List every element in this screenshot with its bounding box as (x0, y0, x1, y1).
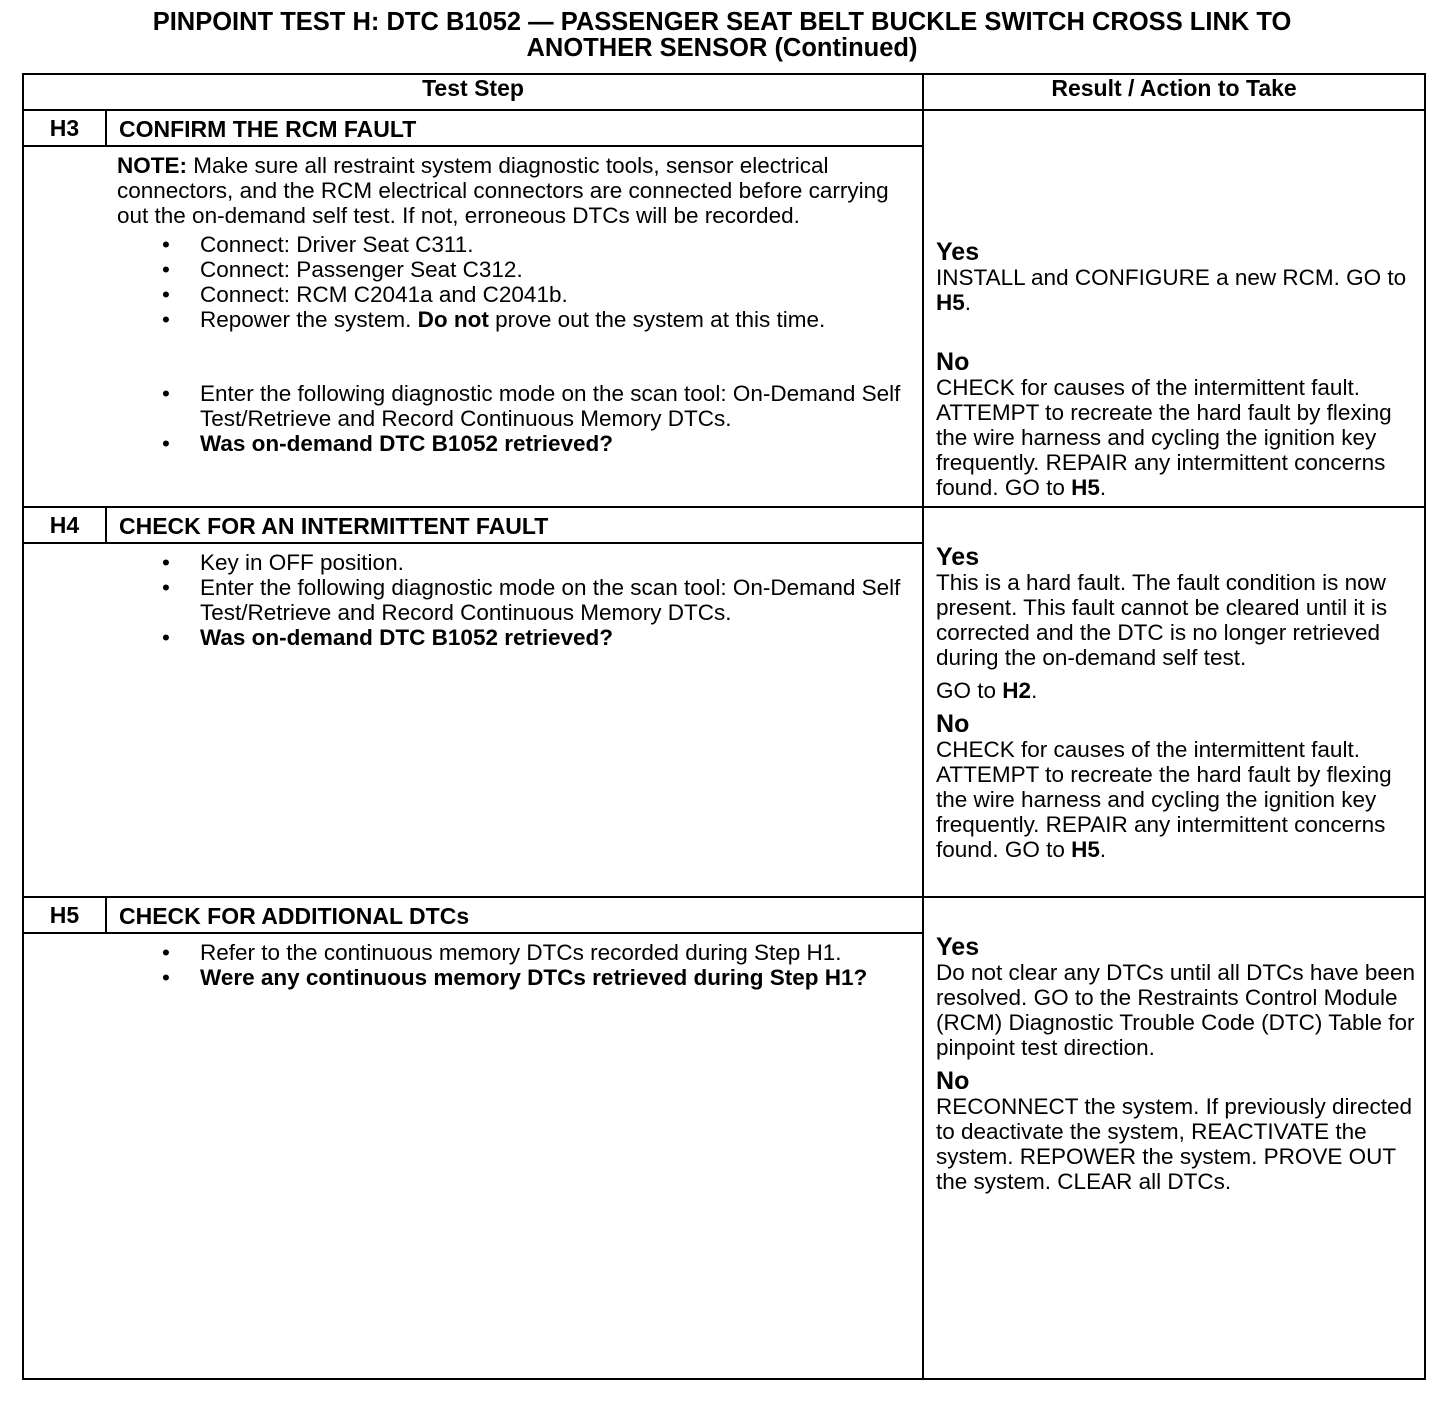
step-h3-bullets (162, 232, 908, 456)
step-h4-bullets (162, 550, 908, 650)
step-h4-body (106, 543, 923, 897)
list-item: • Connect: Passenger Seat C312. (162, 257, 523, 282)
col-header-result: Result / Action to Take (923, 74, 1425, 110)
step-h5-bullets (162, 940, 908, 990)
step-title-h3: CONFIRM THE RCM FAULT (106, 110, 923, 146)
title-line-1: PINPOINT TEST H: DTC B1052 — PASSENGER SEAT BELT BUCKLE SWITCH CROSS LINK TO (152, 8, 1292, 36)
list-item: • Was on-demand DTC B1052 retrieved? (162, 431, 614, 456)
result-h3-yes-label: Yes (936, 238, 980, 266)
title-line-2: ANOTHER SENSOR (Continued) (526, 34, 918, 62)
step-h3-note: NOTE: Make sure all restraint system diagnostic tools, sensor electrical connectors, and the RCM electrical connectors are connected before carrying out the on-demand self test. If not, erroneous DTCs will be recorded. (117, 153, 889, 228)
list-item: • Enter the following diagnostic mode on the scan tool: On-Demand Self Test/Retrieve and Record Continuous Memory DTCs. (162, 381, 901, 431)
step-h5-body (106, 933, 923, 1379)
list-item: • Were any continuous memory DTCs retrieved during Step H1? (162, 965, 868, 990)
result-h4-yes-label: Yes (936, 543, 980, 571)
list-item: • Enter the following diagnostic mode on the scan tool: On-Demand Self Test/Retrieve and Record Continuous Memory DTCs. (162, 575, 901, 625)
list-item: • Key in OFF position. (162, 550, 404, 575)
page-title (20, 9, 1424, 61)
step-h4-title-row (23, 507, 1425, 543)
result-h3-yes-text: INSTALL and CONFIGURE a new RCM. GO to H5. (936, 265, 1407, 315)
result-h4 (923, 507, 1425, 897)
result-h3-no-label: No (936, 348, 970, 376)
list-item: • Refer to the continuous memory DTCs recorded during Step H1. (162, 940, 842, 965)
result-h5 (923, 897, 1425, 1379)
table-header-row (23, 74, 1425, 110)
step-h3-body (106, 146, 923, 507)
list-item: • Connect: RCM C2041a and C2041b. (162, 282, 568, 307)
result-h4-yes-go: GO to H2. (936, 678, 1038, 703)
list-item: • Connect: Driver Seat C311. (162, 232, 474, 257)
step-h3-title-row (23, 110, 1425, 146)
result-h3-no-text: CHECK for causes of the intermittent fault. ATTEMPT to recreate the hard fault by flexing the wire harness and cycling the ignition key frequently. REPAIR any intermittent concerns found. GO to H5. (936, 375, 1392, 500)
result-h5-no-label: No (936, 1067, 970, 1095)
result-h4-no-text: CHECK for causes of the intermittent fault. ATTEMPT to recreate the hard fault by flexing the wire harness and cycling the ignition key frequently. REPAIR any intermittent concerns found. GO to H5. (936, 737, 1392, 862)
col-header-test-step: Test Step (23, 74, 923, 110)
list-item: • Was on-demand DTC B1052 retrieved? (162, 625, 614, 650)
step-title-h5: CHECK FOR ADDITIONAL DTCs (106, 897, 923, 933)
step-title-h4: CHECK FOR AN INTERMITTENT FAULT (106, 507, 923, 543)
result-h4-no-label: No (936, 710, 970, 738)
result-h5-yes-label: Yes (936, 933, 980, 961)
step-id-h3: H3 (23, 110, 106, 146)
result-h4-yes-text: This is a hard fault. The fault condition is now present. This fault cannot be cleared until it is corrected and the DTC is no longer retrieved during the on-demand self test. (936, 570, 1388, 670)
pinpoint-test-table (22, 73, 1426, 1380)
result-h5-yes-text: Do not clear any DTCs until all DTCs have been resolved. GO to the Restraints Control Module (RCM) Diagnostic Trouble Code (DTC) Table for pinpoint test direction. (936, 960, 1415, 1060)
result-h5-no-text: RECONNECT the system. If previously directed to deactivate the system, REACTIVATE the system. REPOWER the system. PROVE OUT the system. CLEAR all DTCs. (936, 1094, 1412, 1194)
step-id-h5: H5 (23, 897, 106, 933)
step-id-h4: H4 (23, 507, 106, 543)
result-h3 (923, 110, 1425, 507)
step-h5-title-row (23, 897, 1425, 933)
list-item: • Repower the system. Do not prove out the system at this time. (162, 307, 826, 332)
